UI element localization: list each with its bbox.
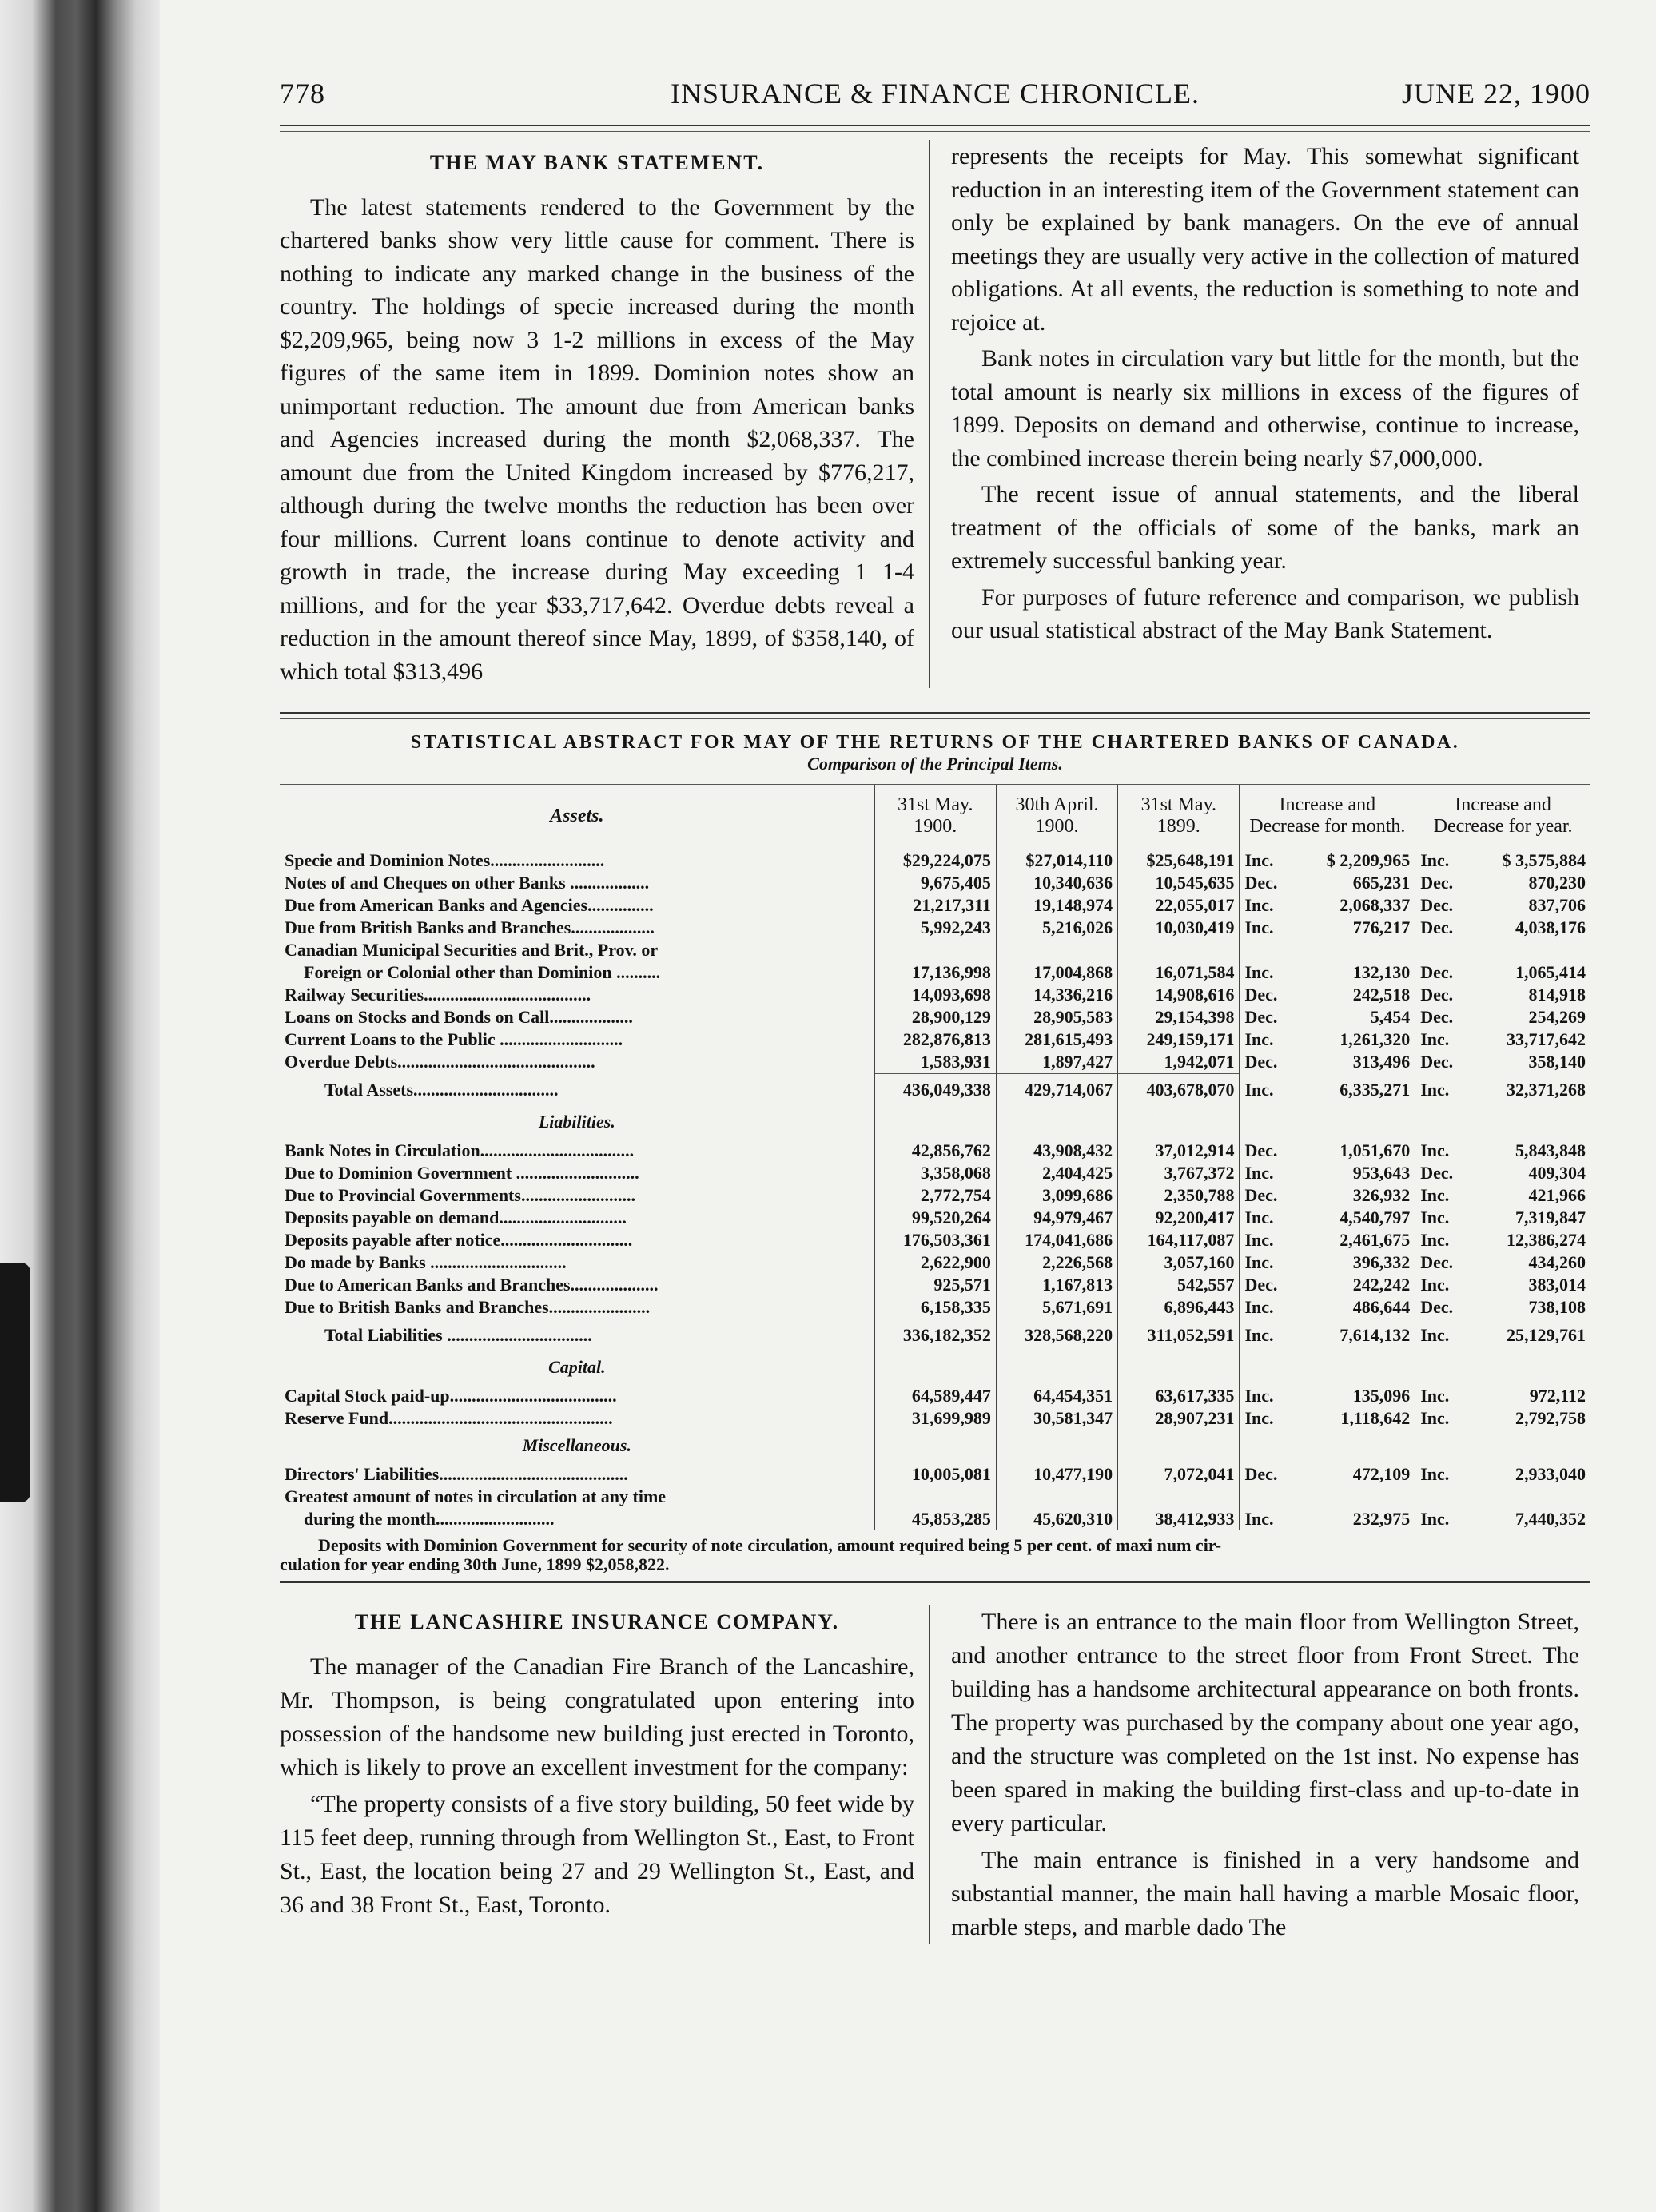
cell-year-amount: 421,966 xyxy=(1528,1185,1586,1205)
table-row xyxy=(280,1319,1590,1352)
cell-month-direction: Dec. xyxy=(1240,1184,1286,1207)
publication-title: INSURANCE & FINANCE CHRONICLE. xyxy=(670,78,1200,109)
cell-may1900 xyxy=(874,1486,996,1508)
spacer-cell xyxy=(996,1430,1117,1463)
cell-may1900: 42,856,762 xyxy=(874,1140,996,1162)
cell-may1900: 3,358,068 xyxy=(874,1162,996,1184)
cell-month-amount: 242,518 xyxy=(1352,985,1411,1005)
row-label: Foreign or Colonial other than Dominion .......... xyxy=(304,962,661,982)
cell-may1900: 10,005,081 xyxy=(874,1463,996,1486)
cell-month-direction: Inc. xyxy=(1240,1319,1286,1352)
row-label: Total Liabilities ................................. xyxy=(324,1324,592,1345)
row-label: Due to Provincial Governments.......................... xyxy=(285,1185,635,1205)
cell-year-direction: Inc. xyxy=(1415,1028,1462,1051)
cell-year-amount: 837,706 xyxy=(1528,895,1586,915)
cell-may1899: 3,767,372 xyxy=(1118,1162,1240,1184)
spine-shadow xyxy=(0,1263,30,1502)
cell-may1900: 336,182,352 xyxy=(874,1319,996,1352)
cell-apr1900: 281,615,493 xyxy=(996,1028,1117,1051)
right-column xyxy=(930,140,1579,688)
cell-may1899: 37,012,914 xyxy=(1118,1140,1240,1162)
cell-year-direction: Dec. xyxy=(1415,1296,1462,1319)
cell-year-direction: Dec. xyxy=(1415,917,1462,939)
column-header-assets: Assets. xyxy=(280,785,874,849)
row-label: Capital Stock paid-up...................................... xyxy=(285,1386,617,1406)
cell-may1900: 64,589,447 xyxy=(874,1385,996,1407)
table-footnote: Deposits with Dominion Government for security of note circulation, amount required being 5 per cent. of maxi num cir- xyxy=(318,1535,1222,1555)
cell-apr1900: 17,004,868 xyxy=(996,961,1117,984)
cell-year-amount: $ 3,575,884 xyxy=(1502,850,1586,870)
column-header-may-1899: 31st May. 1899. xyxy=(1118,785,1240,849)
cell-may1900: 45,853,285 xyxy=(874,1508,996,1530)
cell-may1900: 9,675,405 xyxy=(874,872,996,894)
table-row xyxy=(280,894,1590,917)
row-label: Bank Notes in Circulation................................... xyxy=(285,1140,635,1160)
table-row xyxy=(280,939,1590,961)
cell-year-direction: Inc. xyxy=(1415,1407,1462,1430)
cell-may1900: 176,503,361 xyxy=(874,1229,996,1251)
table-row xyxy=(280,917,1590,939)
cell-month-direction: Dec. xyxy=(1240,1140,1286,1162)
cell-may1900: 21,217,311 xyxy=(874,894,996,917)
column-header-may-1900: 31st May. 1900. xyxy=(874,785,996,849)
bank-returns-table xyxy=(280,785,1590,1530)
table-row xyxy=(280,1486,1590,1508)
cell-month-direction: Dec. xyxy=(1240,984,1286,1006)
row-label: Reserve Fund................................................... xyxy=(285,1408,613,1428)
cell-month-amount: 4,540,797 xyxy=(1340,1207,1411,1227)
section-heading-row xyxy=(280,1106,1590,1140)
cell-month-amount: 2,068,337 xyxy=(1340,895,1411,915)
paragraph: Bank notes in circulation vary but little for the month, but the total amount is nearly six millions in excess of the figures of 1899. Deposits on demand and otherwise, continue to increase, the combined increase therein being nearly $7,000,000. xyxy=(951,345,1579,471)
spacer-cell xyxy=(1118,1430,1240,1463)
cell-may1899: 14,908,616 xyxy=(1118,984,1240,1006)
header-rule xyxy=(280,125,1590,126)
table-top-rule xyxy=(280,712,1590,714)
cell-year-direction: Inc. xyxy=(1415,1140,1462,1162)
cell-month-amount: 665,231 xyxy=(1352,873,1411,893)
table-header-row xyxy=(280,785,1590,849)
cell-month-direction: Inc. xyxy=(1240,1162,1286,1184)
spacer-cell xyxy=(1415,1106,1590,1140)
left-column xyxy=(280,140,929,688)
cell-year-amount: 738,108 xyxy=(1528,1297,1586,1318)
table-row xyxy=(280,1251,1590,1274)
row-label: Due to American Banks and Branches.................... xyxy=(285,1275,659,1295)
cell-may1899: 2,350,788 xyxy=(1118,1184,1240,1207)
cell-month-amount xyxy=(1286,1486,1415,1508)
table-row xyxy=(280,1074,1590,1107)
row-label: Do made by Banks ............................... xyxy=(285,1252,567,1272)
cell-year-direction xyxy=(1415,939,1462,961)
cell-month-amount: 1,051,670 xyxy=(1340,1140,1411,1160)
cell-month-amount: 776,217 xyxy=(1352,917,1411,937)
cell-year-direction: Inc. xyxy=(1415,1274,1462,1296)
spacer-cell xyxy=(874,1430,996,1463)
table-footnote-continued: culation for year ending 30th June, 1899 $2,058,822. xyxy=(280,1554,670,1574)
cell-year-direction: Dec. xyxy=(1415,961,1462,984)
cell-apr1900: 2,226,568 xyxy=(996,1251,1117,1274)
cell-may1899: 28,907,231 xyxy=(1118,1407,1240,1430)
cell-may1899: 403,678,070 xyxy=(1118,1074,1240,1107)
table-row xyxy=(280,984,1590,1006)
cell-year-direction: Dec. xyxy=(1415,1006,1462,1028)
cell-year-amount: 358,140 xyxy=(1528,1052,1586,1072)
cell-month-direction: Dec. xyxy=(1240,872,1286,894)
cell-year-direction: Inc. xyxy=(1415,1463,1462,1486)
cell-year-direction: Inc. xyxy=(1415,1184,1462,1207)
cell-year-amount: 2,792,758 xyxy=(1515,1408,1586,1428)
paragraph: The recent issue of annual statements, and the liberal treatment of the officials of some of the banks, mark an extremely successful banking year. xyxy=(951,481,1579,574)
table-row xyxy=(280,1006,1590,1028)
cell-apr1900: 10,477,190 xyxy=(996,1463,1117,1486)
section-heading: Liabilities. xyxy=(538,1112,615,1132)
table-row xyxy=(280,1051,1590,1074)
cell-month-direction: Inc. xyxy=(1240,1385,1286,1407)
cell-month-amount: 396,332 xyxy=(1352,1252,1411,1272)
cell-year-amount: 32,371,268 xyxy=(1507,1079,1586,1100)
cell-may1899: 311,052,591 xyxy=(1118,1319,1240,1352)
column-header-year-change: Increase and Decrease for year. xyxy=(1415,785,1590,849)
cell-month-direction: Inc. xyxy=(1240,849,1286,873)
row-label: Canadian Municipal Securities and Brit., Prov. or xyxy=(285,940,659,960)
cell-month-amount: 6,335,271 xyxy=(1340,1079,1411,1100)
cell-year-direction xyxy=(1415,1486,1462,1508)
book-spine xyxy=(0,0,168,2212)
cell-month-amount: $ 2,209,965 xyxy=(1326,850,1411,870)
cell-apr1900 xyxy=(996,939,1117,961)
cell-may1899: 3,057,160 xyxy=(1118,1251,1240,1274)
cell-month-amount: 486,644 xyxy=(1352,1297,1411,1318)
row-label: Directors' Liabilities........................................... xyxy=(285,1464,628,1484)
cell-year-amount: 972,112 xyxy=(1529,1386,1586,1406)
cell-may1899: 63,617,335 xyxy=(1118,1385,1240,1407)
cell-year-amount: 434,260 xyxy=(1528,1252,1586,1272)
spacer-cell xyxy=(1240,1106,1415,1140)
cell-month-direction xyxy=(1240,1486,1286,1508)
cell-may1900: 2,772,754 xyxy=(874,1184,996,1207)
row-label: Due to Dominion Government ............................ xyxy=(285,1163,639,1183)
cell-month-amount: 1,118,642 xyxy=(1340,1408,1411,1428)
column-header-month-change: Increase and Decrease for month. xyxy=(1240,785,1415,849)
cell-apr1900: 10,340,636 xyxy=(996,872,1117,894)
cell-year-amount: 12,386,274 xyxy=(1507,1230,1586,1250)
cell-month-amount: 132,130 xyxy=(1352,962,1411,982)
spacer-cell xyxy=(1415,1430,1590,1463)
cell-may1900: 1,583,931 xyxy=(874,1051,996,1074)
cell-year-amount: 383,014 xyxy=(1528,1275,1586,1295)
cell-year-amount xyxy=(1462,939,1590,961)
cell-year-amount: 25,129,761 xyxy=(1507,1324,1586,1345)
cell-apr1900: 64,454,351 xyxy=(996,1385,1117,1407)
cell-year-amount: 7,319,847 xyxy=(1515,1207,1586,1227)
table-row xyxy=(280,1140,1590,1162)
cell-may1899: 249,159,171 xyxy=(1118,1028,1240,1051)
paragraph: The latest statements rendered to the Government by the chartered banks show very little cause for comment. There is nothing to indicate any marked change in the business of the country. The holdings of specie increased during the month $2,209,965, being now 3 1-2 millions in excess of the May figures of the same item in 1899. Dominion notes show an unimportant reduction. The amount due from American banks and Agencies increased during the month $2,068,337. The amount due from the United Kingdom increased by $776,217, although during the twelve months the reduction has been over four millions. Current loans continue to denote activity and growth in trade, the increase during May exceeding 1 1-4 millions, and for the year $33,717,642. Overdue debts reveal a reduction in the amount thereof since May, 1899, of $358,140, of which total $313,496 xyxy=(280,193,914,685)
row-label: Due from American Banks and Agencies............... xyxy=(285,895,654,915)
row-label: Current Loans to the Public ............................ xyxy=(285,1029,623,1049)
cell-year-direction: Inc. xyxy=(1415,1385,1462,1407)
cell-month-amount: 313,496 xyxy=(1352,1052,1411,1072)
table-row xyxy=(280,872,1590,894)
table-row xyxy=(280,1229,1590,1251)
cell-may1899: 6,896,443 xyxy=(1118,1296,1240,1319)
cell-may1900 xyxy=(874,939,996,961)
cell-apr1900: 429,714,067 xyxy=(996,1074,1117,1107)
cell-apr1900: 2,404,425 xyxy=(996,1162,1117,1184)
cell-may1899: 542,557 xyxy=(1118,1274,1240,1296)
cell-may1899: $25,648,191 xyxy=(1118,849,1240,873)
cell-apr1900: 1,897,427 xyxy=(996,1051,1117,1074)
article-lancashire-insurance xyxy=(280,1605,1590,1944)
section-heading: Miscellaneous. xyxy=(522,1435,631,1455)
cell-month-direction: Inc. xyxy=(1240,1229,1286,1251)
table-row xyxy=(280,1184,1590,1207)
cell-may1900: 2,622,900 xyxy=(874,1251,996,1274)
table-row xyxy=(280,1385,1590,1407)
cell-month-direction: Dec. xyxy=(1240,1274,1286,1296)
page xyxy=(160,0,1656,2212)
cell-month-amount: 953,643 xyxy=(1352,1163,1411,1183)
cell-may1900: 99,520,264 xyxy=(874,1207,996,1229)
cell-year-direction: Dec. xyxy=(1415,1251,1462,1274)
cell-month-amount: 326,932 xyxy=(1352,1185,1411,1205)
cell-apr1900 xyxy=(996,1486,1117,1508)
spacer-cell xyxy=(1415,1351,1590,1385)
spacer-cell xyxy=(1240,1351,1415,1385)
section-heading-row xyxy=(280,1430,1590,1463)
table-subtitle: Comparison of the Principal Items. xyxy=(807,754,1063,774)
table-row xyxy=(280,1207,1590,1229)
cell-month-direction: Inc. xyxy=(1240,894,1286,917)
cell-apr1900: 19,148,974 xyxy=(996,894,1117,917)
cell-apr1900: 14,336,216 xyxy=(996,984,1117,1006)
table-row xyxy=(280,1463,1590,1486)
cell-year-direction: Inc. xyxy=(1415,1319,1462,1352)
cell-year-direction: Dec. xyxy=(1415,1051,1462,1074)
cell-year-amount: 2,933,040 xyxy=(1515,1464,1586,1484)
row-label: during the month........................... xyxy=(304,1509,555,1529)
cell-may1899: 10,545,635 xyxy=(1118,872,1240,894)
cell-month-direction: Inc. xyxy=(1240,1407,1286,1430)
spacer-cell xyxy=(874,1106,996,1140)
column-header-april-1900: 30th April. 1900. xyxy=(996,785,1117,849)
cell-month-direction: Dec. xyxy=(1240,1006,1286,1028)
cell-year-direction: Inc. xyxy=(1415,1207,1462,1229)
cell-apr1900: 28,905,583 xyxy=(996,1006,1117,1028)
spacer-cell xyxy=(1240,1430,1415,1463)
article-title: THE LANCASHIRE INSURANCE COMPANY. xyxy=(354,1610,840,1633)
table-row xyxy=(280,1508,1590,1530)
cell-month-amount: 472,109 xyxy=(1352,1464,1411,1484)
table-title: STATISTICAL ABSTRACT FOR MAY OF THE RETURNS OF THE CHARTERED BANKS OF CANADA. xyxy=(410,732,1460,753)
cell-year-amount: 814,918 xyxy=(1528,985,1586,1005)
running-header xyxy=(280,77,1590,125)
cell-year-direction: Dec. xyxy=(1415,872,1462,894)
cell-month-direction: Inc. xyxy=(1240,1074,1286,1107)
row-label: Railway Securities...................................... xyxy=(285,985,591,1005)
cell-may1899: 16,071,584 xyxy=(1118,961,1240,984)
cell-month-direction: Inc. xyxy=(1240,1251,1286,1274)
cell-apr1900: 5,671,691 xyxy=(996,1296,1117,1319)
cell-year-amount xyxy=(1462,1486,1590,1508)
cell-may1900: 925,571 xyxy=(874,1274,996,1296)
cell-month-direction: Dec. xyxy=(1240,1463,1286,1486)
cell-apr1900: 30,581,347 xyxy=(996,1407,1117,1430)
left-column xyxy=(280,1605,929,1944)
row-label: Loans on Stocks and Bonds on Call................... xyxy=(285,1007,633,1027)
table-body xyxy=(280,849,1590,1531)
row-label: Total Assets................................. xyxy=(324,1079,559,1100)
table-row xyxy=(280,961,1590,984)
page-number: 778 xyxy=(280,78,325,109)
paragraph: The manager of the Canadian Fire Branch of the Lancashire, Mr. Thompson, is being congratulated upon entering into possession of the handsome new building just erected in Toronto, which is likely to prove an excellent investment for the company: xyxy=(280,1653,914,1780)
cell-month-amount: 7,614,132 xyxy=(1340,1324,1411,1345)
cell-year-direction: Inc. xyxy=(1415,1074,1462,1107)
cell-may1899: 164,117,087 xyxy=(1118,1229,1240,1251)
row-label: Due to British Banks and Branches....................... xyxy=(285,1297,651,1318)
cell-may1900: $29,224,075 xyxy=(874,849,996,873)
row-label: Greatest amount of notes in circulation at any time xyxy=(285,1486,667,1506)
cell-may1900: 28,900,129 xyxy=(874,1006,996,1028)
row-label: Overdue Debts............................................. xyxy=(285,1052,595,1072)
cell-may1899: 7,072,041 xyxy=(1118,1463,1240,1486)
cell-month-direction: Inc. xyxy=(1240,1028,1286,1051)
cell-may1899: 22,055,017 xyxy=(1118,894,1240,917)
cell-may1900: 14,093,698 xyxy=(874,984,996,1006)
row-label: Deposits payable after notice.............................. xyxy=(285,1230,633,1250)
cell-year-amount: 33,717,642 xyxy=(1507,1029,1586,1049)
cell-apr1900: 94,979,467 xyxy=(996,1207,1117,1229)
cell-apr1900: 45,620,310 xyxy=(996,1508,1117,1530)
cell-may1900: 282,876,813 xyxy=(874,1028,996,1051)
cell-year-direction: Inc. xyxy=(1415,1508,1462,1530)
paragraph: The main entrance is finished in a very handsome and substantial manner, the main hall having a marble Mosaic floor, marble steps, and marble dado The xyxy=(951,1847,1579,1940)
cell-month-amount: 1,261,320 xyxy=(1340,1029,1411,1049)
cell-may1900: 5,992,243 xyxy=(874,917,996,939)
cell-may1899: 10,030,419 xyxy=(1118,917,1240,939)
page-content xyxy=(280,77,1590,1944)
cell-may1900: 436,049,338 xyxy=(874,1074,996,1107)
cell-may1899: 38,412,933 xyxy=(1118,1508,1240,1530)
cell-apr1900: 5,216,026 xyxy=(996,917,1117,939)
spacer-cell xyxy=(996,1351,1117,1385)
row-label: Specie and Dominion Notes.......................... xyxy=(285,850,605,870)
cell-year-amount: 1,065,414 xyxy=(1515,962,1586,982)
cell-apr1900: 1,167,813 xyxy=(996,1274,1117,1296)
row-label: Deposits payable on demand............................. xyxy=(285,1207,627,1227)
paragraph: For purposes of future reference and comparison, we publish our usual statistical abstract of the May Bank Statement. xyxy=(951,583,1579,643)
cell-apr1900: 3,099,686 xyxy=(996,1184,1117,1207)
cell-year-direction: Dec. xyxy=(1415,984,1462,1006)
header-rule-thin xyxy=(280,131,1590,132)
cell-month-amount: 242,242 xyxy=(1352,1275,1411,1295)
article-may-bank-statement xyxy=(280,140,1590,688)
cell-year-amount: 5,843,848 xyxy=(1515,1140,1586,1160)
section-heading-row xyxy=(280,1351,1590,1385)
spacer-cell xyxy=(1118,1351,1240,1385)
cell-month-amount: 135,096 xyxy=(1352,1386,1411,1406)
statistical-abstract xyxy=(280,712,1590,1583)
cell-apr1900: 328,568,220 xyxy=(996,1319,1117,1352)
table-row xyxy=(280,849,1590,873)
cell-may1900: 31,699,989 xyxy=(874,1407,996,1430)
cell-month-amount: 232,975 xyxy=(1352,1509,1411,1529)
table-row xyxy=(280,1407,1590,1430)
cell-month-direction: Dec. xyxy=(1240,1051,1286,1074)
cell-month-amount: 2,461,675 xyxy=(1340,1230,1411,1250)
paragraph: represents the receipts for May. This somewhat significant reduction in an interesting item of the Government statement can only be explained by bank managers. On the eve of annual meetings they are usually very active in the collection of matured obligations. At all events, the reduction is something to note and rejoice at. xyxy=(951,143,1579,336)
section-heading: Capital. xyxy=(548,1357,606,1377)
cell-may1899: 92,200,417 xyxy=(1118,1207,1240,1229)
cell-may1899 xyxy=(1118,939,1240,961)
table-row xyxy=(280,1274,1590,1296)
article-title: THE MAY BANK STATEMENT. xyxy=(429,151,765,174)
cell-may1899 xyxy=(1118,1486,1240,1508)
row-label: Due from British Banks and Branches................... xyxy=(285,917,655,937)
table-top-rule-thin xyxy=(280,718,1590,719)
cell-month-amount: 5,454 xyxy=(1370,1007,1411,1027)
cell-month-direction: Inc. xyxy=(1240,917,1286,939)
table-row xyxy=(280,1162,1590,1184)
cell-apr1900: $27,014,110 xyxy=(996,849,1117,873)
cell-apr1900: 43,908,432 xyxy=(996,1140,1117,1162)
cell-month-direction: Inc. xyxy=(1240,1508,1286,1530)
right-column xyxy=(930,1605,1579,1944)
cell-year-amount: 254,269 xyxy=(1528,1007,1586,1027)
issue-date: JUNE 22, 1900 xyxy=(1402,78,1590,109)
cell-year-amount: 7,440,352 xyxy=(1515,1509,1586,1529)
cell-month-direction: Inc. xyxy=(1240,961,1286,984)
cell-year-direction: Inc. xyxy=(1415,849,1462,873)
cell-month-amount xyxy=(1286,939,1415,961)
cell-may1900: 6,158,335 xyxy=(874,1296,996,1319)
cell-year-amount: 4,038,176 xyxy=(1515,917,1586,937)
cell-year-direction: Inc. xyxy=(1415,1229,1462,1251)
cell-year-amount: 870,230 xyxy=(1528,873,1586,893)
cell-month-direction: Inc. xyxy=(1240,1296,1286,1319)
table-bottom-rule xyxy=(280,1581,1590,1583)
table-row xyxy=(280,1296,1590,1319)
cell-apr1900: 174,041,686 xyxy=(996,1229,1117,1251)
paragraph: There is an entrance to the main floor from Wellington Street, and another entrance to the street floor from Front Street. The building has a handsome architectural appearance on both fronts. The property was purchased by the company about one year ago, and the structure was completed on the 1st inst. No expense has been spared in making the building first-class and up-to-date in every particular. xyxy=(951,1609,1579,1836)
cell-may1899: 1,942,071 xyxy=(1118,1051,1240,1074)
row-label: Notes of and Cheques on other Banks .................. xyxy=(285,873,650,893)
cell-month-direction xyxy=(1240,939,1286,961)
cell-may1899: 29,154,398 xyxy=(1118,1006,1240,1028)
spacer-cell xyxy=(1118,1106,1240,1140)
paragraph: “The property consists of a five story building, 50 feet wide by 115 feet deep, running through from Wellington St., East, to Front St., East, the location being 27 and 29 Wellington St., East, and 36 and 38 Front St., East, Toronto. xyxy=(280,1791,914,1918)
spacer-cell xyxy=(996,1106,1117,1140)
cell-month-direction: Inc. xyxy=(1240,1207,1286,1229)
spacer-cell xyxy=(874,1351,996,1385)
cell-year-direction: Dec. xyxy=(1415,1162,1462,1184)
cell-may1900: 17,136,998 xyxy=(874,961,996,984)
table-row xyxy=(280,1028,1590,1051)
cell-year-direction: Dec. xyxy=(1415,894,1462,917)
cell-year-amount: 409,304 xyxy=(1528,1163,1586,1183)
